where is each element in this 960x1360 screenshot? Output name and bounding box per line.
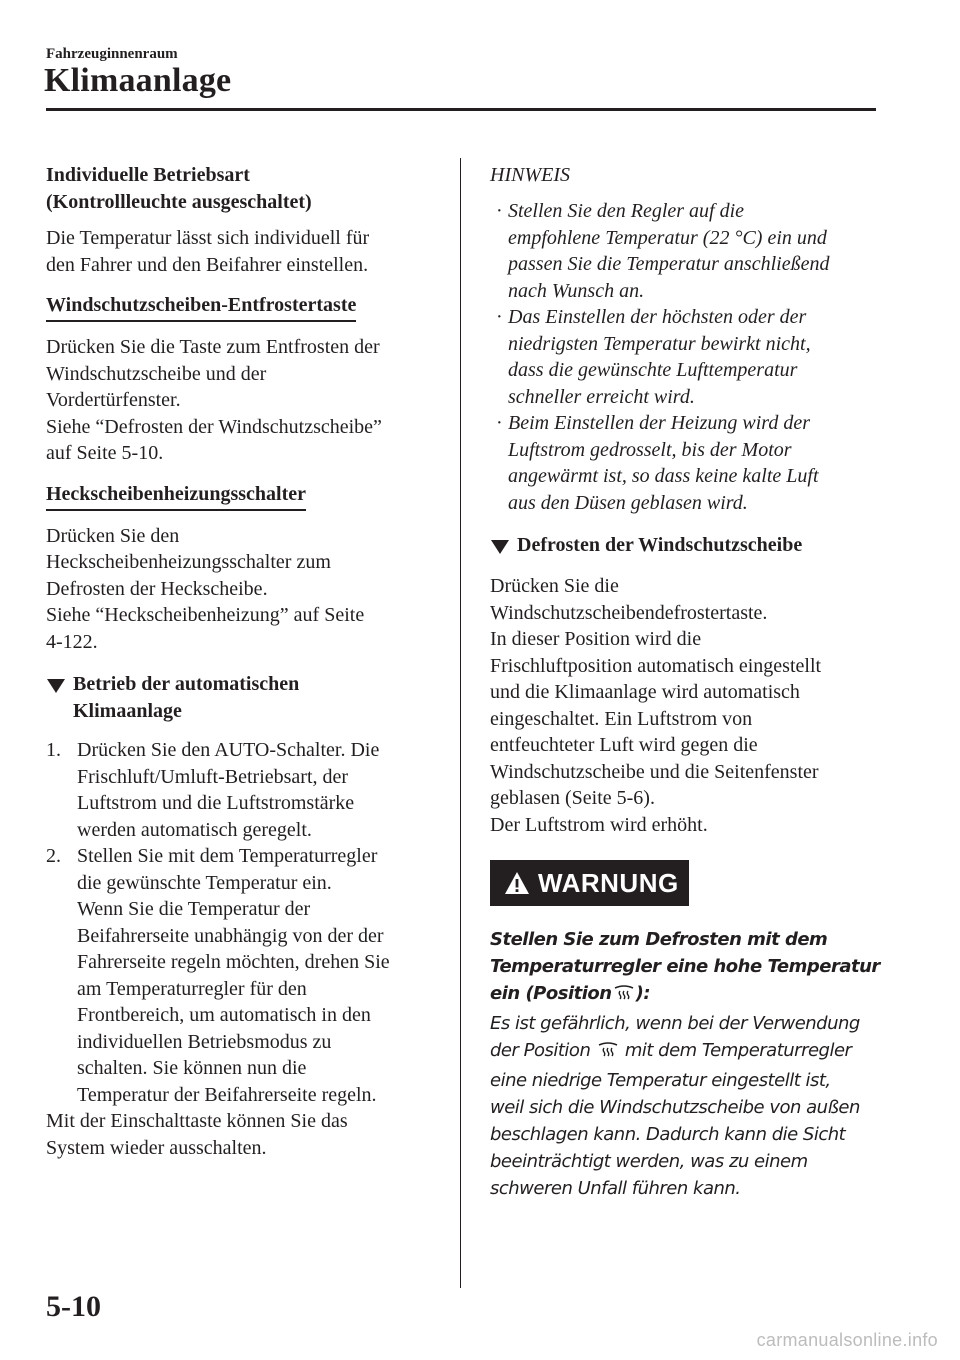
note-list (490, 198, 890, 516)
section-triangle-icon (491, 540, 509, 554)
text-line: Stellen Sie mit dem Temperaturregler (77, 845, 378, 867)
text-line: niedrigsten Temperatur bewirkt nicht, (508, 332, 811, 355)
warning-badge (490, 860, 689, 906)
text-line: Fahrerseite regeln möchten, drehen Sie (77, 951, 390, 973)
bullet-icon: · (496, 412, 503, 434)
text-line: eingeschaltet. Ein Luftstrom von (490, 707, 753, 730)
text-line: und die Klimaanlage wird automatisch (490, 681, 800, 703)
heading-line: Defrosten der Windschutzscheibe (517, 534, 803, 556)
text-line: schalten. Sie können nun die (77, 1057, 307, 1079)
list-item (46, 737, 442, 843)
text-line: Frischluftposition automatisch eingestellt (490, 654, 822, 677)
text-line: Windschutzscheibe und die Seitenfenster (490, 760, 819, 783)
warning-text-part: mit dem Temperaturregler (624, 1040, 852, 1061)
page-number: 5-10 (46, 1290, 101, 1323)
list-item (490, 304, 890, 410)
auto-climate-heading (46, 671, 442, 725)
warning-text (490, 926, 890, 1202)
text-line: Siehe “Defrosten der Windschutzscheibe” (46, 415, 382, 438)
warning-line: beeinträchtigt werden, was zu einem (490, 1151, 808, 1172)
warning-line: beschlagen kann. Dadurch kann die Sicht (490, 1124, 846, 1145)
text-line: Drücken Sie den (46, 524, 180, 547)
column-divider (460, 158, 461, 1288)
warning-line (490, 1037, 890, 1067)
text-line: Vordertürfenster. (46, 389, 181, 411)
watermark: carmanualsonline.info (756, 1330, 938, 1350)
text-line: auf Seite 5-10. (46, 442, 164, 464)
text-line: entfeuchteter Luft wird gegen die (490, 734, 758, 756)
defrost-windshield-heading (490, 532, 890, 559)
left-column (46, 162, 442, 1161)
warning-text-part: der Position (490, 1040, 591, 1061)
text-line: schneller erreicht wird. (508, 385, 695, 408)
text-line: Drücken Sie den AUTO-Schalter. Die (77, 739, 380, 761)
text-line: angewärmt ist, so dass keine kalte Luft (508, 465, 819, 487)
individual-heading-line-2: (Kontrollleuchte ausgeschaltet) (46, 190, 312, 213)
text-line: die gewünschte Temperatur ein. (77, 871, 332, 894)
text-line: 4-122. (46, 630, 98, 653)
warning-bold-line: Temperaturregler eine hohe Temperatur (490, 956, 880, 977)
text-line: Heckscheibenheizungsschalter zum (46, 551, 331, 573)
bullet-icon: · (496, 200, 503, 222)
right-column (490, 162, 890, 1202)
text-line: Beim Einstellen der Heizung wird der (508, 412, 810, 434)
list-item (490, 410, 890, 516)
warning-line: weil sich die Windschutzscheibe von außen (490, 1097, 860, 1118)
text-line: Das Einstellen der höchsten oder der (508, 306, 807, 328)
text-line: geblasen (Seite 5-6). (490, 787, 655, 809)
warning-line: schweren Unfall führen kann. (490, 1178, 741, 1199)
warning-line: Es ist gefährlich, wenn bei der Verwendung (490, 1013, 860, 1034)
section-label: Fahrzeuginnenraum (46, 46, 178, 62)
text-line: am Temperaturregler für den (77, 977, 307, 1000)
list-item (46, 843, 442, 1108)
text-line: empfohlene Temperatur (22 °C) ein und (508, 226, 827, 249)
warning-bold-line: Stellen Sie zum Defrosten mit dem (490, 929, 828, 950)
individual-text-line-1: Die Temperatur lässt sich individuell für (46, 227, 370, 249)
heading-line: Klimaanlage (73, 700, 182, 722)
heading-line: Betrieb der automatischen (73, 673, 300, 695)
text-line: Defrosten der Heckscheibe. (46, 577, 268, 600)
warning-bold-line (490, 980, 890, 1010)
rear-window-defroster-heading: Heckscheibenheizungsschalter (46, 481, 306, 511)
bullet-icon: · (496, 306, 503, 328)
warning-line: eine niedrige Temperatur eingestellt ist, (490, 1070, 831, 1091)
text-line: In dieser Position wird die (490, 628, 702, 650)
closing-text-line-2: System wieder ausschalten. (46, 1136, 267, 1159)
text-line: Frischluft/Umluft-Betriebsart, der (77, 765, 349, 788)
windshield-defrost-icon (598, 1040, 618, 1067)
text-line: Beifahrerseite unabhängig von der der (77, 924, 384, 947)
text-line: Temperatur der Beifahrerseite regeln. (77, 1083, 377, 1106)
text-line: Luftstrom gedrosselt, bis der Motor (508, 438, 792, 461)
defrost-text (490, 573, 890, 838)
list-item (490, 198, 890, 304)
windshield-defroster-text (46, 334, 442, 467)
page-title: Klimaanlage (44, 62, 232, 99)
text-line: Windschutzscheibe und der (46, 362, 267, 385)
closing-text-line-1: Mit der Einschalttaste können Sie das (46, 1110, 348, 1132)
text-line: Windschutzscheibendefrostertaste. (490, 601, 768, 624)
text-line: Siehe “Heckscheibenheizung” auf Seite (46, 604, 365, 626)
windshield-defroster-heading: Windschutzscheiben-Entfrostertaste (46, 292, 356, 322)
note-title: HINWEIS (490, 164, 570, 186)
individual-heading-line-1: Individuelle Betriebsart (46, 164, 250, 186)
header-divider (46, 108, 876, 111)
step-number: 2. (46, 845, 61, 867)
text-line: Luftstrom und die Luftstromstärke (77, 792, 355, 814)
text-line: aus den Düsen geblasen wird. (508, 491, 748, 514)
text-line: individuellen Betriebsmodus zu (77, 1030, 332, 1053)
text-line: werden automatisch geregelt. (77, 818, 312, 841)
warning-bold-text: ein (Position (490, 983, 612, 1004)
warning-bold-text: ): (635, 983, 651, 1004)
individual-text-line-2: den Fahrer und den Beifahrer einstellen. (46, 253, 369, 276)
text-line: Drücken Sie die Taste zum Entfrosten der (46, 336, 380, 358)
rear-window-defroster-text (46, 523, 442, 656)
warning-icon (504, 871, 530, 895)
section-triangle-icon (47, 679, 65, 693)
step-number: 1. (46, 739, 61, 761)
text-line: Drücken Sie die (490, 575, 619, 597)
windshield-defrost-icon (614, 983, 634, 1010)
text-line: nach Wunsch an. (508, 279, 645, 302)
text-line: passen Sie die Temperatur anschließend (508, 253, 830, 275)
text-line: Der Luftstrom wird erhöht. (490, 813, 708, 836)
warning-label: WARNUNG (538, 867, 679, 898)
text-line: dass die gewünschte Lufttemperatur (508, 359, 798, 381)
text-line: Wenn Sie die Temperatur der (77, 898, 311, 920)
text-line: Stellen Sie den Regler auf die (508, 200, 745, 222)
auto-steps-list (46, 737, 442, 1108)
text-line: Frontbereich, um automatisch in den (77, 1004, 371, 1026)
